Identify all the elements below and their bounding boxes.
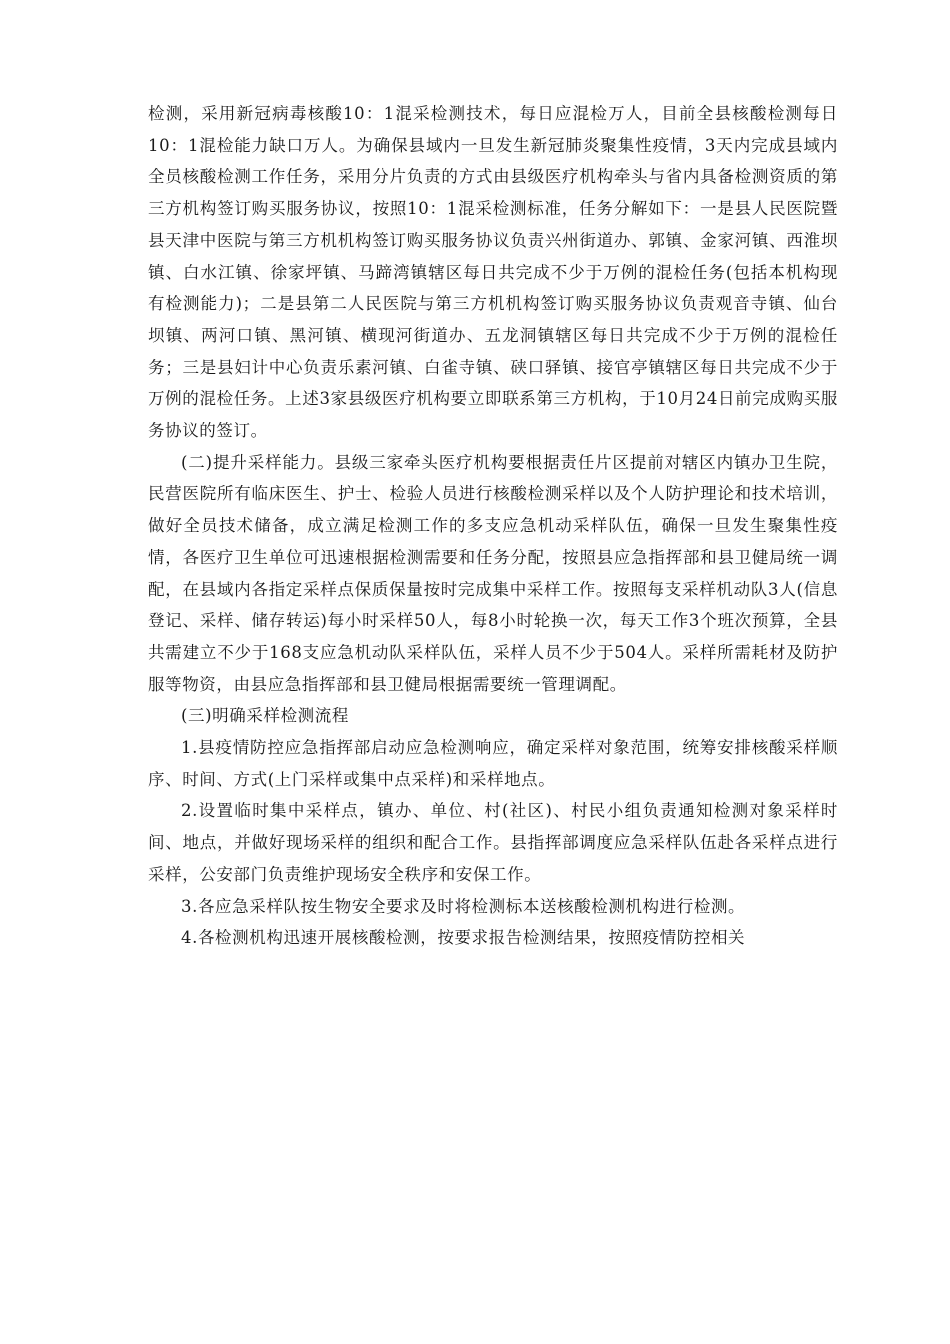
paragraph-continued-testing: 检测，采用新冠病毒核酸10：1混采检测技术，每日应混检万人，目前全县核酸检测每日10：1混检能力缺口万人。为确保县域内一旦发生新冠肺炎聚集性疫情，3天内完成县域内全员核酸检测工作任务，采用分片负责的方式由县级医疗机构牵头与省内具备检测资质的第三方机构签订购买服务协议，按照10：1混采检测标准，任务分解如下：一是县人民医院暨县天津中医院与第三方机机构签订购买服务协议负责兴州街道办、郭镇、金家河镇、西淮坝镇、白水江镇、徐家坪镇、马蹄湾镇辖区每日共完成不少于万例的混检任务(包括本机构现有检测能力)；二是县第二人民医院与第三方机机构签订购买服务协议负责观音寺镇、仙台坝镇、两河口镇、黑河镇、横现河街道办、五龙洞镇辖区每日共完成不少于万例的混检任务；三是县妇计中心负责乐素河镇、白雀寺镇、硖口驿镇、接官亭镇辖区每日共完成不少于万例的混检任务。上述3家县级医疗机构要立即联系第三方机构，于10月24日前完成购买服务协议的签订。 bbox=[148, 104, 838, 441]
step-item-3: 3.各应急采样队按生物安全要求及时将检测标本送核酸检测机构进行检测。 bbox=[181, 896, 746, 916]
step-item-1: 1.县疫情防控应急指挥部启动应急检测响应，确定采样对象范围，统筹安排核酸采样顺序、时间、方式(上门采样或集中点采样)和采样地点。 bbox=[148, 738, 838, 789]
step-item-2: 2.设置临时集中采样点，镇办、单位、村(社区)、村民小组负责通知检测对象采样时间、地点，并做好现场采样的组织和配合工作。县指挥部调度应急采样队伍赴各采样点进行采样，公安部门负责维护现场安全秩序和安保工作。 bbox=[148, 801, 838, 884]
section-heading-sampling-process: (三)明确采样检测流程 bbox=[181, 706, 349, 726]
step-item-4: 4.各检测机构迅速开展核酸检测，按要求报告检测结果，按照疫情防控相关 bbox=[181, 928, 746, 948]
paragraph-sampling-capacity: (二)提升采样能力。县级三家牵头医疗机构要根据责任片区提前对辖区内镇办卫生院，民营医院所有临床医生、护士、检验人员进行核酸检测采样以及个人防护理论和技术培训，做好全员技术储备，成立满足检测工作的多支应急机动采样队伍，确保一旦发生聚集性疫情，各医疗卫生单位可迅速根据检测需要和任务分配，按照县应急指挥部和县卫健局统一调配，在县域内各指定采样点保质保量按时完成集中采样工作。按照每支采样机动队3人(信息登记、采样、储存转运)每小时采样50人，每8小时轮换一次，每天工作3个班次预算，全县共需建立不少于168支应急机动队采样队伍，采样人员不少于504人。采样所需耗材及防护服等物资，由县应急指挥部和县卫健局根据需要统一管理调配。 bbox=[148, 452, 838, 694]
